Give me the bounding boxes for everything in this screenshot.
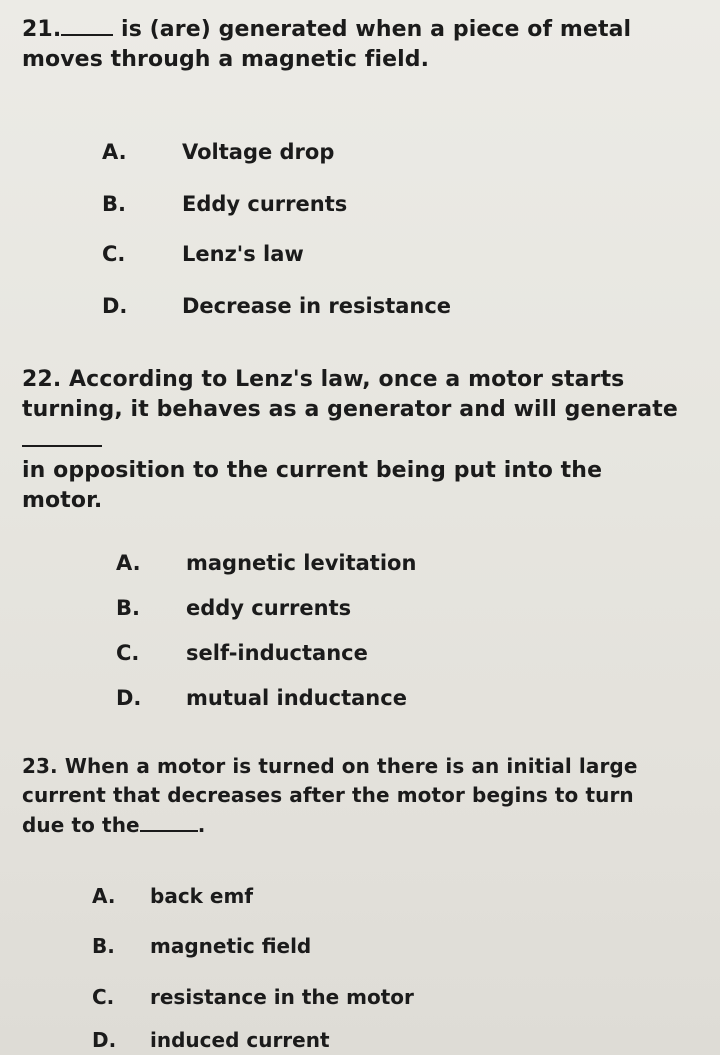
option-letter: C.: [116, 641, 140, 665]
option-d[interactable]: [92, 1028, 330, 1052]
stem-line: When a motor is turned on there is an initial large: [64, 754, 638, 778]
answer-blank: [140, 810, 198, 832]
option-letter: A.: [102, 140, 127, 164]
question-stem: [22, 14, 682, 75]
option-letter: B.: [102, 192, 126, 216]
option-a[interactable]: [102, 140, 334, 164]
option-letter: B.: [116, 596, 140, 620]
stem-line: motor.: [22, 488, 103, 513]
option-text: back emf: [150, 884, 254, 908]
option-a[interactable]: [92, 884, 253, 908]
option-letter: D.: [102, 294, 128, 318]
stem-line: is (are) generated when a piece of metal: [121, 17, 632, 42]
stem-line: in opposition to the current being put into the: [22, 458, 603, 483]
answer-blank: [61, 14, 113, 36]
option-text: mutual inductance: [186, 686, 407, 710]
option-text: Lenz's law: [182, 242, 304, 266]
stem-line: According to Lenz's law, once a motor starts: [69, 367, 625, 392]
option-a[interactable]: [116, 551, 416, 575]
option-b[interactable]: [102, 192, 347, 216]
option-text: induced current: [150, 1028, 330, 1052]
option-b[interactable]: [116, 596, 351, 620]
question-stem: [22, 365, 682, 516]
option-letter: A.: [116, 551, 141, 575]
option-letter: A.: [92, 884, 116, 908]
option-b[interactable]: [92, 934, 311, 958]
answer-blank: [22, 425, 102, 447]
option-text: magnetic levitation: [186, 551, 417, 575]
option-c[interactable]: [116, 641, 368, 665]
question-number: 22.: [22, 367, 62, 392]
option-d[interactable]: [116, 686, 407, 710]
option-letter: B.: [92, 934, 115, 958]
stem-line: current that decreases after the motor begins to turn: [22, 783, 634, 807]
question-number: 21.: [22, 17, 62, 42]
question-stem: [22, 752, 682, 840]
stem-line: moves through a magnetic field.: [22, 47, 430, 72]
option-text: magnetic field: [150, 934, 312, 958]
option-text: self-inductance: [186, 641, 368, 665]
stem-line: due to the: [22, 813, 140, 837]
option-d[interactable]: [102, 294, 451, 318]
stem-line: turning, it behaves as a generator and will generate: [22, 397, 678, 422]
option-text: resistance in the motor: [150, 985, 414, 1009]
option-letter: C.: [102, 242, 126, 266]
option-letter: C.: [92, 985, 115, 1009]
option-letter: D.: [116, 686, 142, 710]
option-text: Decrease in resistance: [182, 294, 452, 318]
option-text: Eddy currents: [182, 192, 348, 216]
question-number: 23.: [22, 754, 58, 778]
option-c[interactable]: [102, 242, 304, 266]
option-text: Voltage drop: [182, 140, 335, 164]
stem-line: .: [197, 813, 206, 837]
option-letter: D.: [92, 1028, 117, 1052]
option-c[interactable]: [92, 985, 414, 1009]
option-text: eddy currents: [186, 596, 352, 620]
